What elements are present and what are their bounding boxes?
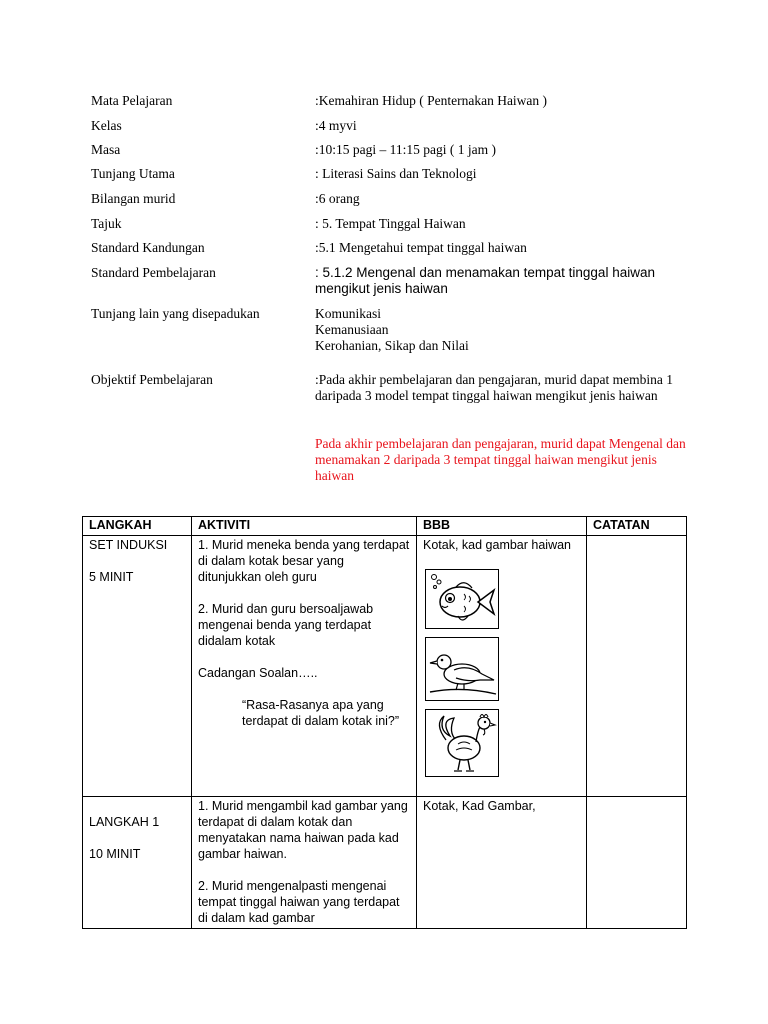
info-label-bilangan-murid: Bilangan murid: [91, 191, 176, 206]
info-value-objektif: :Pada akhir pembelajaran dan pengajaran, murid dapat membina 1 daripada 3 model tempat tinggal haiwan mengikut jenis haiwan: [315, 372, 673, 403]
info-label-tajuk: Tajuk: [91, 216, 122, 231]
bird-picture: [425, 637, 499, 701]
cell-langkah: [83, 536, 192, 797]
header-catatan: CATATAN: [587, 517, 687, 536]
bird-icon: [426, 638, 498, 700]
masa-label: 5 MINIT: [89, 570, 134, 584]
masa-label: 10 MINIT: [89, 847, 141, 861]
cell-aktiviti: [192, 797, 417, 929]
cell-bbb: [417, 797, 587, 929]
info-label-standard-kandungan: Standard Kandungan: [91, 240, 205, 255]
bbb-text: Kotak, Kad Gambar,: [423, 799, 536, 813]
info-label-objektif: Objektif Pembelajaran: [91, 372, 213, 387]
header-aktiviti: AKTIVITI: [192, 517, 417, 536]
rooster-icon: [426, 710, 498, 776]
table-row-langkah-1: [83, 797, 687, 929]
info-label-tunjang-lain: Tunjang lain yang disepadukan: [91, 306, 260, 321]
cell-bbb: [417, 536, 587, 797]
header-bbb: BBB: [417, 517, 587, 536]
table-header-row: [83, 517, 687, 536]
tunjang-lain-item: Kerohanian, Sikap dan Nilai: [315, 338, 469, 353]
cell-catatan: [587, 797, 687, 929]
info-value-kelas: :4 myvi: [315, 118, 357, 133]
fish-icon: [426, 570, 498, 628]
tunjang-lain-item: Komunikasi: [315, 306, 381, 321]
info-value-bilangan-murid: :6 orang: [315, 191, 360, 206]
bbb-text: Kotak, kad gambar haiwan: [423, 538, 572, 552]
info-label-mata-pelajaran: Mata Pelajaran: [91, 93, 173, 108]
info-label-masa: Masa: [91, 142, 121, 157]
info-value-masa: :10:15 pagi – 11:15 pagi ( 1 jam ): [315, 142, 496, 157]
soalan-quote: “Rasa-Rasanya apa yang terdapat di dalam kotak ini?”: [242, 698, 400, 728]
cadangan-soalan: Cadangan Soalan…..: [198, 666, 318, 680]
info-label-kelas: Kelas: [91, 118, 122, 133]
langkah-label: LANGKAH 1: [89, 815, 160, 829]
fish-picture: [425, 569, 499, 629]
info-value-standard-kandungan: :5.1 Mengetahui tempat tinggal haiwan: [315, 240, 527, 255]
rooster-picture: [425, 709, 499, 777]
info-value-standard-pembelajaran: : 5.1.2 Mengenal dan menamakan tempat tinggal haiwan mengikut jenis haiwan: [315, 265, 655, 296]
cell-langkah: [83, 797, 192, 929]
info-label-tunjang-utama: Tunjang Utama: [91, 166, 175, 181]
info-value-tajuk: : 5. Tempat Tinggal Haiwan: [315, 216, 466, 231]
header-langkah: LANGKAH: [83, 517, 192, 536]
tunjang-lain-item: Kemanusiaan: [315, 322, 389, 337]
table-row-set-induksi: [83, 536, 687, 797]
cell-catatan: [587, 536, 687, 797]
langkah-label: SET INDUKSI: [89, 538, 168, 552]
aktiviti-item: 1. Murid meneka benda yang terdapat di dalam kotak besar yang ditunjukkan oleh guru: [198, 538, 410, 584]
lesson-plan-table: [82, 516, 687, 929]
cell-aktiviti: [192, 536, 417, 797]
aktiviti-item: 2. Murid dan guru bersoaljawab mengenai benda yang terdapat didalam kotak: [198, 602, 374, 648]
info-label-standard-pembelajaran: Standard Pembelajaran: [91, 265, 216, 280]
info-value-tunjang-utama: : Literasi Sains dan Teknologi: [315, 166, 477, 181]
info-value-tunjang-lain: [315, 306, 695, 354]
aktiviti-item: 1. Murid mengambil kad gambar yang terdapat di dalam kotak dan menyatakan nama haiwan pada kad gambar haiwan.: [198, 799, 408, 861]
info-value-mata-pelajaran: :Kemahiran Hidup ( Penternakan Haiwan ): [315, 93, 548, 108]
info-value-objektif-red: Pada akhir pembelajaran dan pengajaran, murid dapat Mengenal dan menamakan 2 daripada 3 tempat tinggal haiwan mengikut jenis haiwan: [315, 436, 686, 483]
aktiviti-item: 2. Murid mengenalpasti mengenai tempat tinggal haiwan yang terdapat di dalam kad gambar: [198, 879, 400, 925]
